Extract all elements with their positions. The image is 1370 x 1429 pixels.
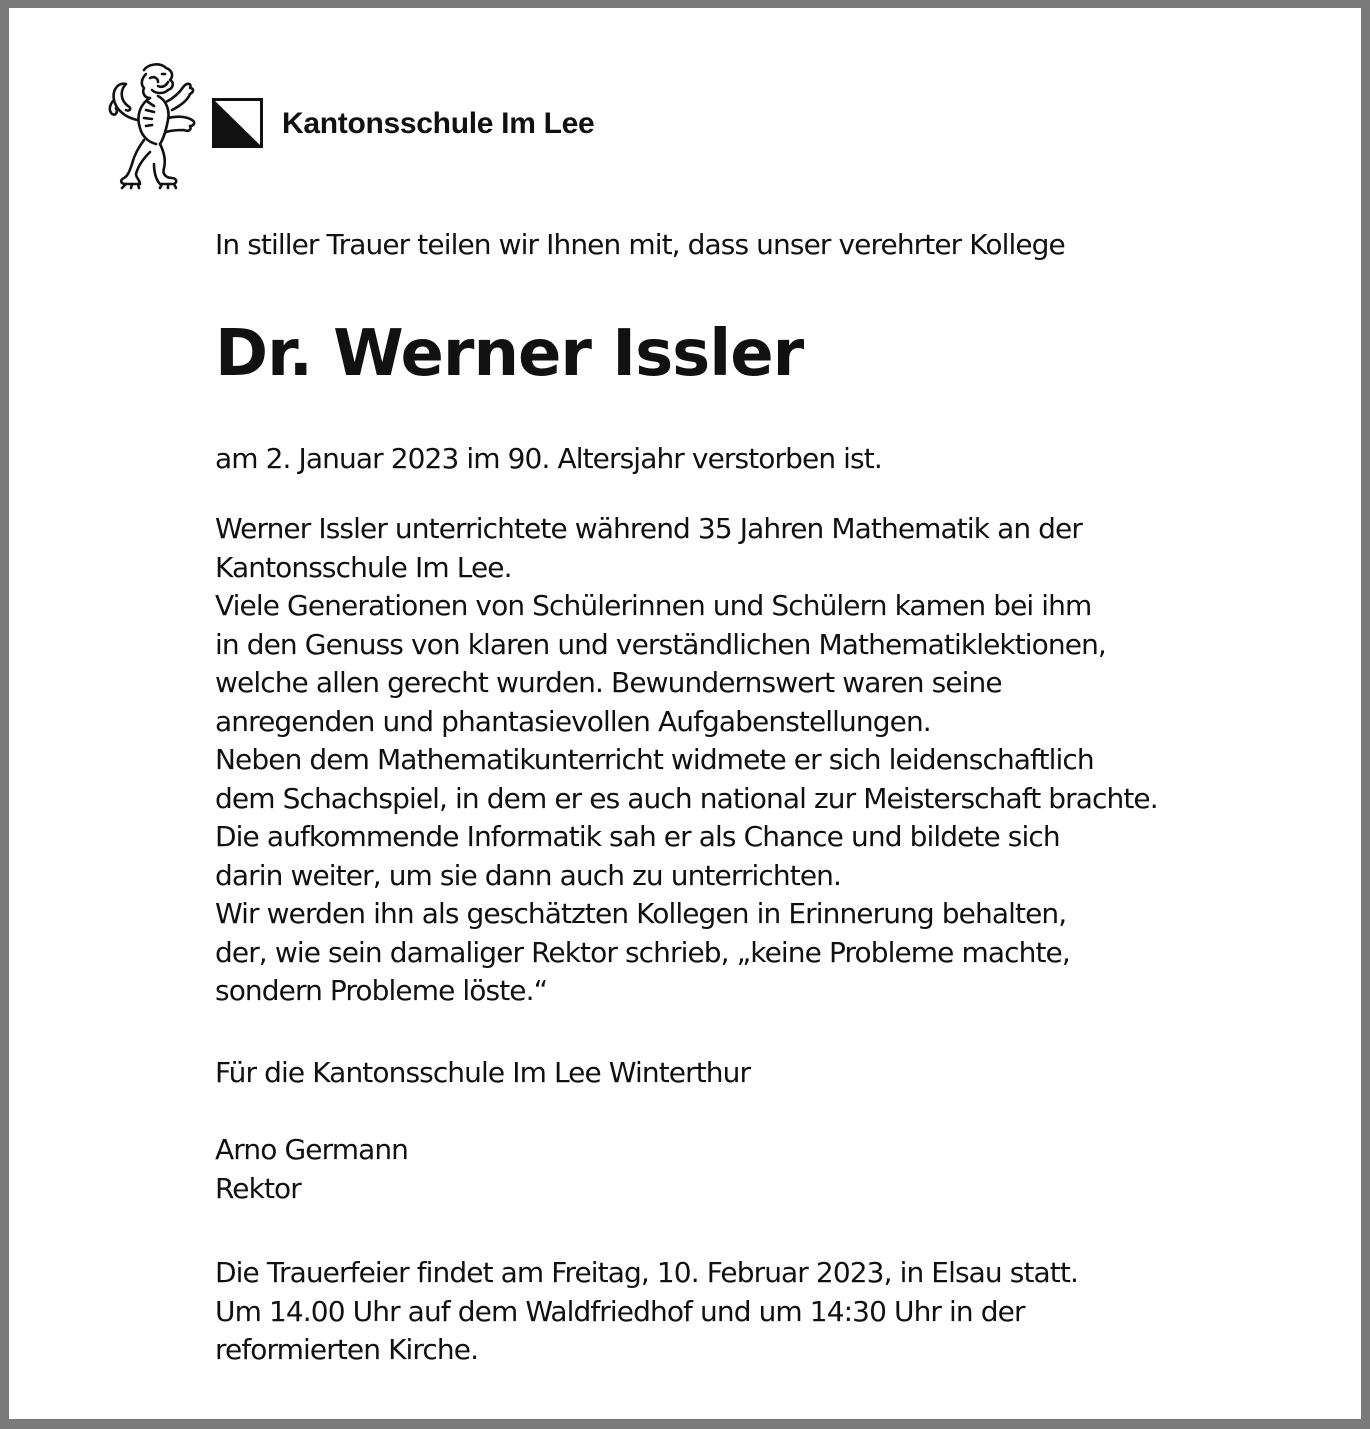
signer-title: Rektor — [215, 1171, 301, 1205]
intro-line: In stiller Trauer teilen wir Ihnen mit, dass unser verehrter Kollege — [215, 228, 1065, 261]
text-line: in den Genuss von klaren und verständlichen Mathematiklektionen, — [215, 627, 1106, 661]
signature-block — [215, 1131, 408, 1208]
school-name: Kantonsschule Im Lee — [282, 107, 595, 140]
text-line: Um 14.00 Uhr auf dem Waldfriedhof und um 14:30 Uhr in der — [215, 1294, 1025, 1328]
signature-org: Für die Kantonsschule Im Lee Winterthur — [215, 1056, 751, 1089]
text-line: Die Trauerfeier findet am Freitag, 10. Februar 2023, in Elsau statt. — [215, 1256, 1078, 1289]
text-line: sondern Probleme löste.“ — [215, 974, 548, 1007]
text-line: Die aufkommende Informatik sah er als Chance und bildete sich — [215, 820, 1060, 853]
text-line: dem Schachspiel, in dem er es auch national zur Meisterschaft brachte. — [215, 781, 1158, 815]
text-line: Neben dem Mathematikunterricht widmete er sich leidenschaftlich — [215, 743, 1094, 776]
text-line: reformierten Kirche. — [215, 1333, 479, 1366]
text-line: Wir werden ihn als geschätzten Kollegen in Erinnerung behalten, — [215, 897, 1067, 930]
text-line: Werner Issler unterrichtete während 35 Jahren Mathematik an der — [215, 512, 1082, 545]
text-line: darin weiter, um sie dann auch zu unterrichten. — [215, 858, 842, 892]
text-line: anregenden und phantasievollen Aufgabenstellungen. — [215, 704, 931, 738]
text-line: Viele Generationen von Schülerinnen und Schülern kamen bei ihm — [215, 589, 1092, 622]
death-line: am 2. Januar 2023 im 90. Altersjahr verstorben ist. — [215, 442, 882, 475]
ceremony-info — [215, 1254, 1078, 1370]
obituary-page — [9, 8, 1361, 1419]
signer-name: Arno Germann — [215, 1133, 409, 1166]
zurich-lion-icon — [104, 60, 204, 190]
deceased-name: Dr. Werner Issler — [215, 317, 804, 391]
zurich-coat-of-arms-icon — [212, 98, 263, 148]
text-line: der, wie sein damaliger Rektor schrieb, „keine Probleme machte, — [215, 935, 1070, 969]
text-line: welche allen gerecht wurden. Bewundernswert waren seine — [215, 666, 1002, 699]
text-line: Kantonsschule Im Lee. — [215, 550, 512, 584]
tribute-paragraph — [215, 510, 1158, 1011]
